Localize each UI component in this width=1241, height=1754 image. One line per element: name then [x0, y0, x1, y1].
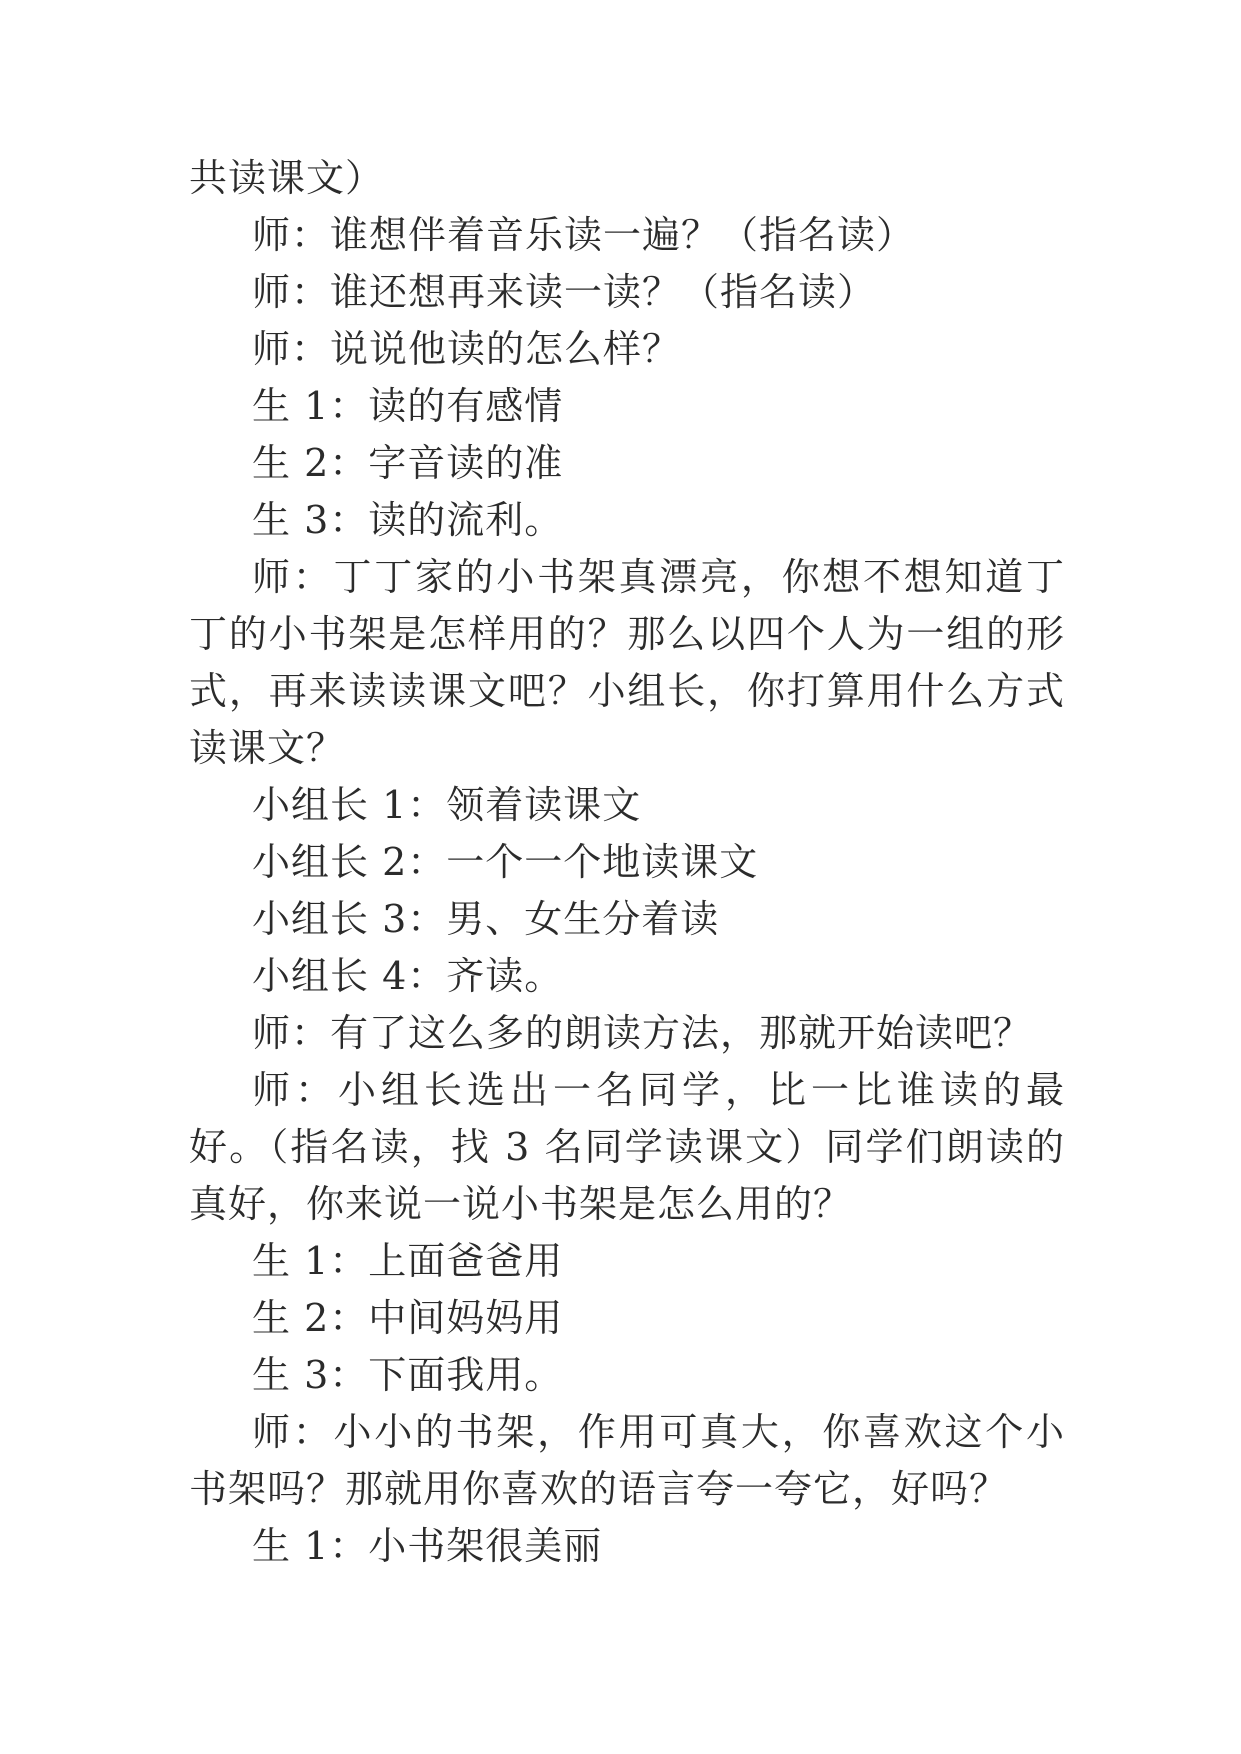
dialogue-paragraph: 小组长 1：领着读课文: [252, 783, 642, 827]
dialogue-paragraph: 师：丁丁家的小书架真漂亮，你想不想知道丁丁的小书架是怎样用的？那么以四个人为一组的形式，再来读读课文吧？小组长，你打算用什么方式读课文？: [189, 555, 1065, 770]
dialogue-paragraph: 生 2：中间妈妈用: [252, 1296, 564, 1340]
dialogue-paragraph: 生 3：下面我用。: [252, 1353, 564, 1397]
dialogue-paragraph: 师：小组长选出一名同学，比一比谁读的最好。（指名读，找 3 名同学读课文）同学们朗读的真好，你来说一说小书架是怎么用的？: [189, 1068, 1065, 1226]
dialogue-paragraph: 师：有了这么多的朗读方法，那就开始读吧？: [252, 1011, 1033, 1055]
dialogue-paragraph: 生 3：读的流利。: [252, 498, 564, 542]
dialogue-paragraph: 小组长 2：一个一个地读课文: [252, 840, 759, 884]
dialogue-paragraph: 师：小小的书架，作用可真大，你喜欢这个小书架吗？那就用你喜欢的语言夸一夸它，好吗？: [189, 1410, 1065, 1511]
dialogue-paragraph: 师：谁还想再来读一读？（指名读）: [252, 270, 877, 314]
document-page: [189, 150, 1065, 1575]
dialogue-paragraph: 生 1：上面爸爸用: [252, 1239, 564, 1283]
dialogue-paragraph: 共读课文）: [189, 156, 385, 200]
dialogue-paragraph: 师：谁想伴着音乐读一遍？（指名读）: [252, 213, 916, 257]
dialogue-paragraph: 小组长 4：齐读。: [252, 954, 564, 998]
dialogue-paragraph: 生 1：读的有感情: [252, 384, 564, 428]
dialogue-paragraph: 生 2：字音读的准: [252, 441, 564, 485]
dialogue-paragraph: 师：说说他读的怎么样？: [252, 327, 682, 371]
dialogue-paragraph: 小组长 3：男、女生分着读: [252, 897, 720, 941]
dialogue-paragraph: 生 1：小书架很美丽: [252, 1524, 603, 1568]
